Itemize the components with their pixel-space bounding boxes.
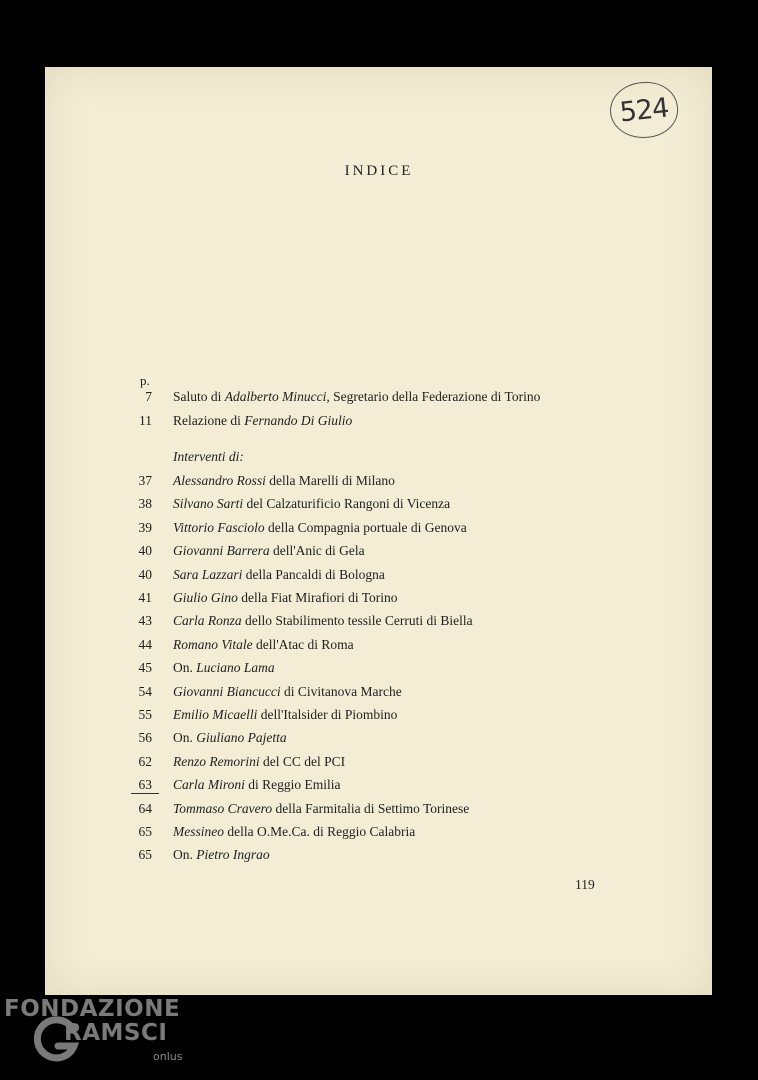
entry-page-number: 7 — [145, 389, 152, 404]
entry-speaker-name: Giuliano Pajetta — [196, 730, 287, 746]
entry-description: della Farmitalia di Settimo Torinese — [272, 800, 470, 816]
section-heading: Interventi di: — [173, 449, 244, 464]
entry-text — [173, 543, 365, 559]
entry-text — [173, 496, 450, 512]
entry-description: Saluto di — [173, 389, 225, 404]
entry-page-number: 64 — [138, 800, 152, 816]
entry-speaker-name: Giovanni Barrera — [173, 543, 270, 559]
entry-description: Relazione di — [173, 412, 245, 428]
entry-text — [173, 567, 385, 583]
entry-text — [173, 590, 398, 606]
entry-speaker-name: Fernando Di Giulio — [244, 412, 353, 428]
entry-page-number: 56 — [138, 730, 152, 746]
page-title: INDICE — [344, 163, 414, 179]
entry-text — [173, 730, 287, 746]
entry-description: di Civitanova Marche — [280, 683, 402, 699]
entry-description: della Compagnia portuale di Genova — [264, 519, 467, 535]
entry-page-number: 43 — [138, 613, 152, 629]
entry-description: della Fiat Mirafiori di Torino — [237, 590, 398, 605]
archive-stamp: 524 — [607, 79, 680, 142]
entry-text — [173, 777, 341, 793]
entry-description: dell'Italsider di Piombino — [257, 707, 398, 722]
logo-line-2: RAMSCI — [64, 1020, 168, 1046]
entry-page-number: 38 — [138, 496, 152, 512]
entry-speaker-name: Silvano Sarti — [173, 496, 244, 512]
entry-speaker-name: Sara Lazzari — [173, 566, 243, 582]
entry-text — [173, 754, 345, 770]
entry-speaker-name: Vittorio Fasciolo — [173, 519, 265, 535]
entry-text — [173, 847, 270, 863]
entry-text — [173, 637, 354, 653]
entry-description: dell'Anic di Gela — [269, 543, 365, 559]
entry-page-number: 65 — [138, 847, 152, 863]
entry-speaker-name: Renzo Remorini — [173, 753, 260, 769]
entry-description: On. — [173, 660, 197, 676]
entry-speaker-name: Adalberto Minucci — [224, 389, 327, 404]
entry-text — [173, 389, 540, 405]
entry-description: della O.Me.Ca. di Reggio Calabria — [224, 824, 416, 839]
entry-speaker-name: Messineo — [173, 824, 224, 839]
entry-description: On. — [173, 730, 197, 746]
entry-description: di Reggio Emilia — [244, 777, 341, 793]
entry-page-number: 55 — [138, 707, 152, 722]
entry-speaker-name: Giovanni Biancucci — [173, 683, 281, 699]
entry-text — [173, 801, 469, 817]
entry-page-number: 54 — [138, 683, 152, 699]
page-number: 119 — [575, 877, 595, 892]
entry-description: dello Stabilimento tessile Cerruti di Biella — [241, 613, 473, 629]
entry-speaker-name: Luciano Lama — [196, 660, 275, 676]
entry-text — [173, 707, 397, 723]
entry-description: On. — [173, 847, 197, 863]
entry-text — [173, 613, 473, 629]
entry-description: dell'Atac di Roma — [252, 636, 354, 652]
entry-speaker-name: Romano Vitale — [173, 636, 253, 652]
entry-page-number: 39 — [138, 519, 152, 535]
page-column-label: p. — [140, 373, 150, 388]
logo-line-3: onlus — [153, 1050, 183, 1063]
entry-description: della Pancaldi di Bologna — [242, 566, 385, 582]
entry-speaker-name: Carla Ronza — [173, 613, 242, 629]
entry-text — [173, 473, 395, 489]
entry-description: , Segretario della Federazione di Torino — [326, 389, 541, 404]
entry-page-number: 37 — [138, 473, 152, 488]
entry-speaker-name: Carla Mironi — [173, 777, 245, 793]
entry-text — [173, 824, 415, 840]
entry-speaker-name: Giulio Gino — [173, 590, 238, 605]
entry-text — [173, 684, 402, 700]
entry-description: del Calzaturificio Rangoni di Vicenza — [243, 496, 451, 512]
entry-page-number: 40 — [138, 566, 152, 582]
fondazione-gramsci-logo — [4, 996, 204, 1076]
entry-text — [173, 413, 352, 429]
entry-speaker-name: Alessandro Rossi — [173, 473, 266, 488]
entry-text — [173, 660, 275, 676]
entry-speaker-name: Pietro Ingrao — [196, 847, 270, 863]
entry-page-number: 41 — [138, 590, 152, 605]
entry-page-number: 62 — [138, 753, 152, 769]
entry-page-number: 45 — [138, 660, 152, 676]
entry-page-number: 63 — [138, 777, 152, 793]
pen-underline-mark — [131, 793, 159, 794]
entry-page-number: 65 — [138, 824, 152, 839]
entry-speaker-name: Tommaso Cravero — [173, 800, 273, 816]
entry-page-number: 40 — [138, 543, 152, 559]
entry-page-number: 11 — [139, 412, 152, 428]
entry-description: del CC del PCI — [259, 753, 346, 769]
entry-speaker-name: Emilio Micaelli — [173, 707, 258, 722]
logo-line-1: FONDAZIONE — [4, 996, 181, 1022]
entry-description: della Marelli di Milano — [265, 473, 395, 488]
entry-text — [173, 520, 467, 536]
entry-page-number: 44 — [138, 636, 152, 652]
